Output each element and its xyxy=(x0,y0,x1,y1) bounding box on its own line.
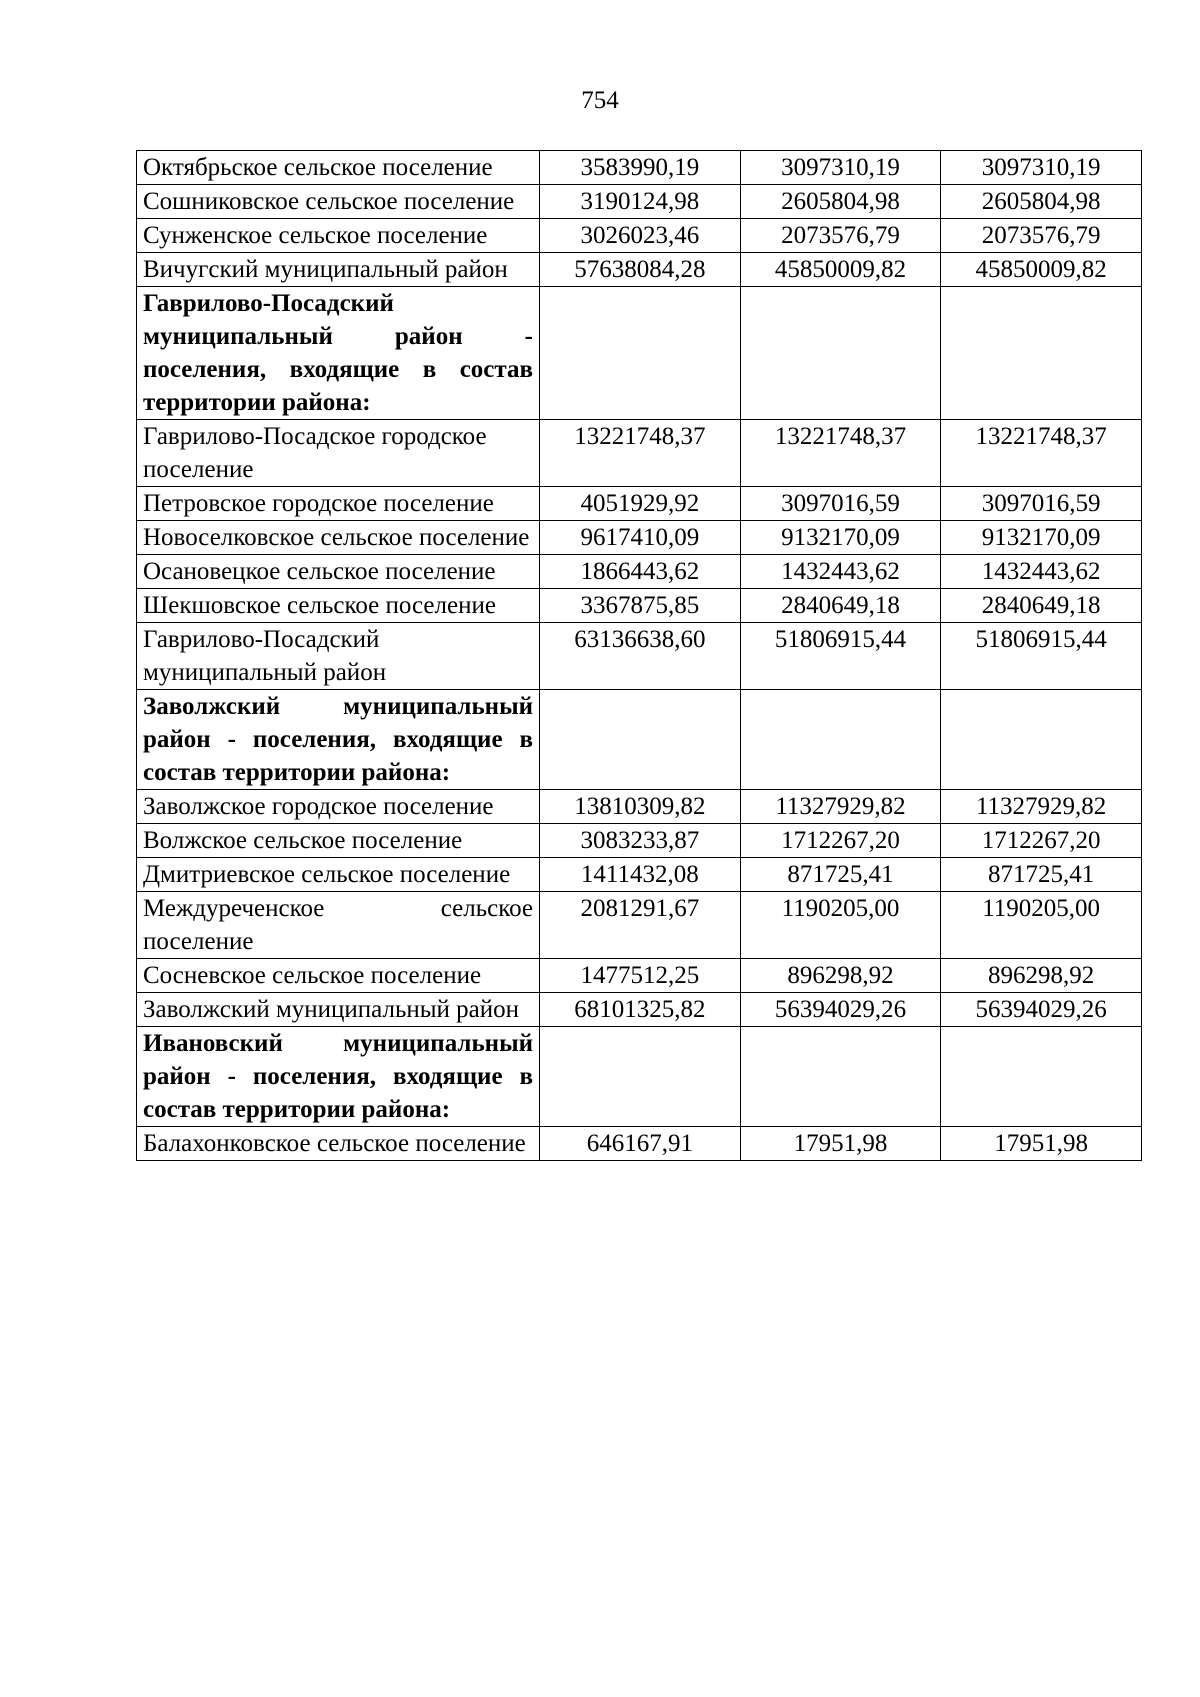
table-row xyxy=(137,219,1142,253)
amount-cell-2: 3097016,59 xyxy=(740,487,941,521)
amount-cell-1: 9617410,09 xyxy=(540,521,741,555)
amount-cell-3: 3097310,19 xyxy=(941,151,1142,185)
amount-cell-2 xyxy=(740,287,941,420)
amount-cell-3: 2605804,98 xyxy=(941,185,1142,219)
amount-cell-1: 3083233,87 xyxy=(540,824,741,858)
amount-cell-3: 3097016,59 xyxy=(941,487,1142,521)
table-row xyxy=(137,253,1142,287)
district-heading-cell: Гаврилово-Посадский муниципальный район - поселения, входящие в состав территории района: xyxy=(137,287,540,420)
amount-cell-3: 56394029,26 xyxy=(941,993,1142,1027)
budget-table-body xyxy=(137,151,1142,1161)
page-number: 754 xyxy=(581,87,619,114)
table-row xyxy=(137,555,1142,589)
amount-cell-2: 2073576,79 xyxy=(740,219,941,253)
settlement-name-cell: Шекшовское сельское поселение xyxy=(137,589,540,623)
amount-cell-2: 2605804,98 xyxy=(740,185,941,219)
amount-cell-1: 646167,91 xyxy=(540,1127,741,1161)
district-heading-row xyxy=(137,287,1142,420)
district-total-name-cell: Гаврилово-Посадский муниципальный район xyxy=(137,623,540,690)
settlement-name-cell: Октябрьское сельское поселение xyxy=(137,151,540,185)
amount-cell-1 xyxy=(540,287,741,420)
amount-cell-3: 1432443,62 xyxy=(941,555,1142,589)
amount-cell-1 xyxy=(540,690,741,790)
amount-cell-1: 57638084,28 xyxy=(540,253,741,287)
amount-cell-2: 1712267,20 xyxy=(740,824,941,858)
table-row xyxy=(137,521,1142,555)
settlement-name-cell: Петровское городское поселение xyxy=(137,487,540,521)
settlement-name-cell: Сошниковское сельское поселение xyxy=(137,185,540,219)
amount-cell-3: 871725,41 xyxy=(941,858,1142,892)
amount-cell-2: 13221748,37 xyxy=(740,420,941,487)
amount-cell-1: 3367875,85 xyxy=(540,589,741,623)
amount-cell-1: 13810309,82 xyxy=(540,790,741,824)
amount-cell-2: 3097310,19 xyxy=(740,151,941,185)
district-heading-cell: Заволжский муниципальный район - поселения, входящие в состав территории района: xyxy=(137,690,540,790)
table-row xyxy=(137,993,1142,1027)
amount-cell-3: 896298,92 xyxy=(941,959,1142,993)
table-row xyxy=(137,790,1142,824)
amount-cell-2: 896298,92 xyxy=(740,959,941,993)
settlement-name-cell: Заволжское городское поселение xyxy=(137,790,540,824)
amount-cell-1: 1866443,62 xyxy=(540,555,741,589)
table-row xyxy=(137,824,1142,858)
amount-cell-2: 51806915,44 xyxy=(740,623,941,690)
table-row xyxy=(137,589,1142,623)
amount-cell-1: 3190124,98 xyxy=(540,185,741,219)
amount-cell-2: 1190205,00 xyxy=(740,892,941,959)
amount-cell-3: 17951,98 xyxy=(941,1127,1142,1161)
table-row xyxy=(137,892,1142,959)
settlement-name-cell: Сунженское сельское поселение xyxy=(137,219,540,253)
settlement-name-cell: Осановецкое сельское поселение xyxy=(137,555,540,589)
table-row xyxy=(137,487,1142,521)
amount-cell-3: 45850009,82 xyxy=(941,253,1142,287)
amount-cell-2: 56394029,26 xyxy=(740,993,941,1027)
table-row xyxy=(137,858,1142,892)
amount-cell-2: 11327929,82 xyxy=(740,790,941,824)
table-row xyxy=(137,623,1142,690)
amount-cell-2: 871725,41 xyxy=(740,858,941,892)
amount-cell-3: 1190205,00 xyxy=(941,892,1142,959)
amount-cell-2 xyxy=(740,1027,941,1127)
amount-cell-3: 11327929,82 xyxy=(941,790,1142,824)
table-row xyxy=(137,151,1142,185)
district-heading-row xyxy=(137,690,1142,790)
table-row xyxy=(137,185,1142,219)
amount-cell-3: 1712267,20 xyxy=(941,824,1142,858)
amount-cell-3: 51806915,44 xyxy=(941,623,1142,690)
settlement-name-cell: Дмитриевское сельское поселение xyxy=(137,858,540,892)
amount-cell-1: 68101325,82 xyxy=(540,993,741,1027)
amount-cell-3: 9132170,09 xyxy=(941,521,1142,555)
amount-cell-3: 2840649,18 xyxy=(941,589,1142,623)
amount-cell-1 xyxy=(540,1027,741,1127)
amount-cell-1: 2081291,67 xyxy=(540,892,741,959)
amount-cell-2 xyxy=(740,690,941,790)
district-heading-cell: Ивановский муниципальный район - поселения, входящие в состав территории района: xyxy=(137,1027,540,1127)
settlement-name-cell: Междуреченское сельское поселение xyxy=(137,892,540,959)
amount-cell-1: 3026023,46 xyxy=(540,219,741,253)
amount-cell-2: 17951,98 xyxy=(740,1127,941,1161)
amount-cell-3: 13221748,37 xyxy=(941,420,1142,487)
amount-cell-1: 63136638,60 xyxy=(540,623,741,690)
amount-cell-2: 9132170,09 xyxy=(740,521,941,555)
settlement-name-cell: Новоселковское сельское поселение xyxy=(137,521,540,555)
budget-table xyxy=(136,150,1142,1161)
amount-cell-1: 13221748,37 xyxy=(540,420,741,487)
settlement-name-cell: Волжское сельское поселение xyxy=(137,824,540,858)
amount-cell-2: 1432443,62 xyxy=(740,555,941,589)
settlement-name-cell: Сосневское сельское поселение xyxy=(137,959,540,993)
amount-cell-1: 4051929,92 xyxy=(540,487,741,521)
amount-cell-1: 3583990,19 xyxy=(540,151,741,185)
amount-cell-3 xyxy=(941,1027,1142,1127)
amount-cell-3 xyxy=(941,287,1142,420)
amount-cell-3: 2073576,79 xyxy=(941,219,1142,253)
amount-cell-3 xyxy=(941,690,1142,790)
district-heading-row xyxy=(137,1027,1142,1127)
amount-cell-2: 45850009,82 xyxy=(740,253,941,287)
settlement-name-cell: Балахонковское сельское поселение xyxy=(137,1127,540,1161)
amount-cell-1: 1411432,08 xyxy=(540,858,741,892)
district-total-name-cell: Заволжский муниципальный район xyxy=(137,993,540,1027)
table-row xyxy=(137,1127,1142,1161)
table-row xyxy=(137,959,1142,993)
settlement-name-cell: Гаврилово-Посадское городское поселение xyxy=(137,420,540,487)
district-total-name-cell: Вичугский муниципальный район xyxy=(137,253,540,287)
amount-cell-1: 1477512,25 xyxy=(540,959,741,993)
amount-cell-2: 2840649,18 xyxy=(740,589,941,623)
table-row xyxy=(137,420,1142,487)
